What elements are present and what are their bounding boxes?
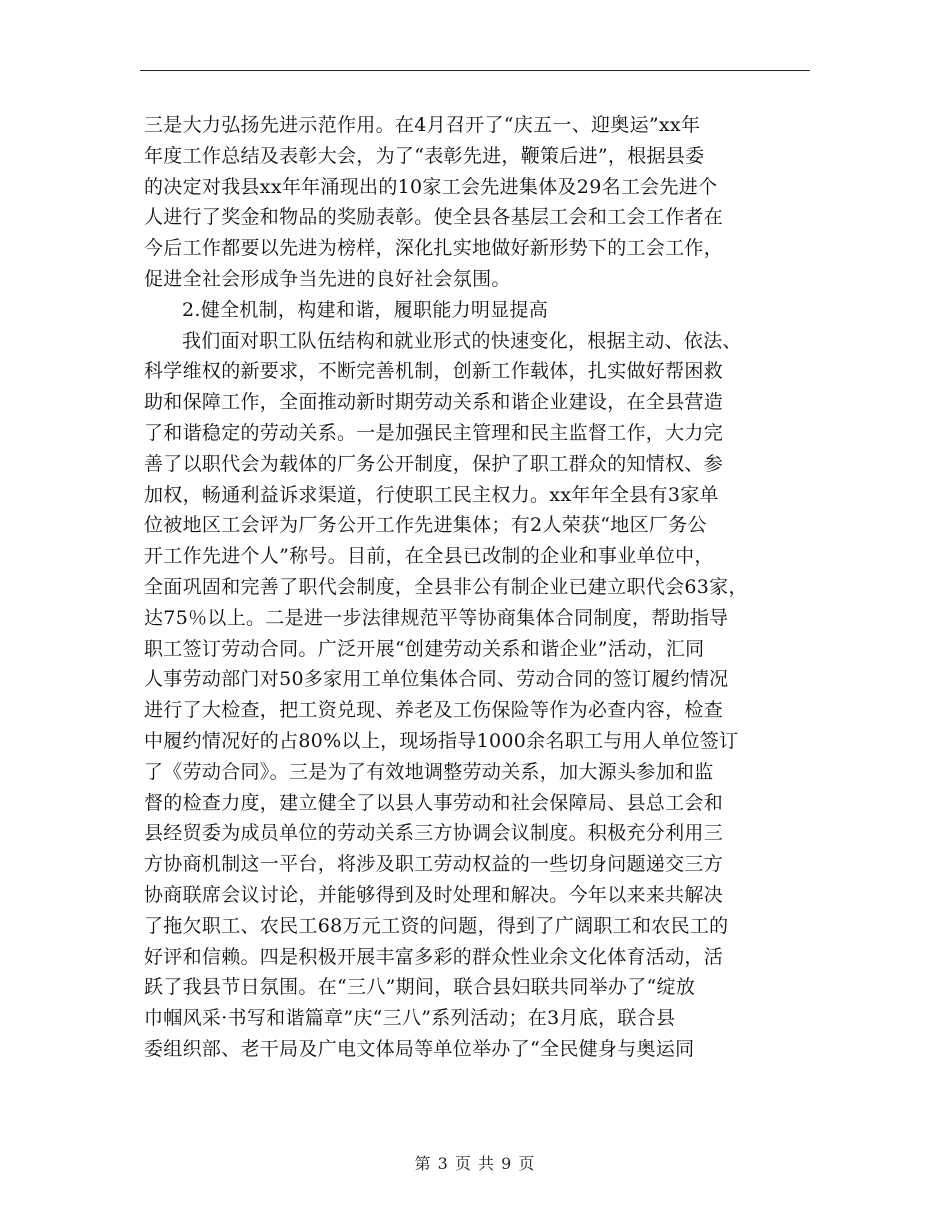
text-line: 人事劳动部门对50多家用工单位集体合同、劳动合同的签订履约情况 bbox=[144, 668, 729, 691]
text-line: 方协商机制这一平台，将涉及职工劳动权益的一些切身问题递交三方 bbox=[144, 853, 724, 876]
text-line: 位被地区工会评为厂务公开工作先进集体；有2人荣获“地区厂务公 bbox=[144, 514, 707, 537]
text-line: 人进行了奖金和物品的奖励表彰。使全县各基层工会和工会工作者在 bbox=[144, 206, 724, 229]
text-line: 年度工作总结及表彰大会，为了“表彰先进，鞭策后进”，根据县委 bbox=[144, 144, 705, 167]
text-line: 督的检查力度，建立健全了以县人事劳动和社会保障局、县总工会和 bbox=[144, 791, 724, 814]
text-line: 中履约情况好的占80%以上，现场指导1000余名职工与用人单位签订 bbox=[144, 729, 739, 752]
body-text bbox=[144, 110, 834, 1065]
text-line: 科学维权的新要求，不断完善机制，创新工作载体，扎实做好帮困救 bbox=[144, 360, 724, 383]
text-line: 县经贸委为成员单位的劳动关系三方协调会议制度。积极充分利用三 bbox=[144, 822, 724, 845]
text-line: 加权，畅通利益诉求渠道，行使职工民主权力。xx年年全县有3家单 bbox=[144, 483, 719, 506]
text-line: 职工签订劳动合同。广泛开展“创建劳动关系和谐企业”活动，汇同 bbox=[144, 637, 705, 660]
text-line: 今后工作都要以先进为榜样，深化扎实地做好新形势下的工会工作， bbox=[144, 237, 724, 260]
text-line: 的决定对我县xx年年涌现出的10家工会先进集体及29名工会先进个 bbox=[144, 175, 718, 198]
text-line: 了《劳动合同》。三是为了有效地调整劳动关系，加大源头参加和监 bbox=[144, 760, 714, 783]
text-line: 三是大力弘扬先进示范作用。在4月召开了“庆五一、迎奥运”xx年 bbox=[144, 114, 701, 136]
text-line: 全面巩固和完善了职代会制度，全县非公有制企业已建立职代会63家， bbox=[144, 575, 748, 598]
text-line: 协商联席会议讨论，并能够得到及时处理和解决。今年以来来共解决 bbox=[144, 883, 724, 906]
page-number-footer: 第 3 页 共 9 页 bbox=[414, 1154, 536, 1173]
text-line: 助和保障工作，全面推动新时期劳动关系和谐企业建设，在全县营造 bbox=[144, 391, 724, 414]
header-rule bbox=[140, 70, 810, 71]
text-line: 跃了我县节日氛围。在“三八”期间，联合县妇联共同举办了“绽放 bbox=[144, 976, 696, 999]
text-line: 开工作先进个人”称号。目前，在全县已改制的企业和事业单位中， bbox=[144, 545, 714, 568]
text-line: 善了以职代会为载体的厂务公开制度，保护了职工群众的知情权、参 bbox=[144, 452, 724, 475]
text-line: 了和谐稳定的劳动关系。一是加强民主管理和民主监督工作，大力完 bbox=[144, 421, 724, 444]
text-line: 促进全社会形成争当先进的良好社会氛围。 bbox=[144, 267, 511, 290]
text-line: 好评和信赖。四是积极开展丰富多彩的群众性业余文化体育活动，活 bbox=[144, 945, 724, 968]
text-line: 巾帼风采·书写和谐篇章”庆“三八”系列活动；在3月底，联合县 bbox=[144, 1007, 676, 1030]
text-line: 委组织部、老干局及广电文体局等单位举办了“全民健身与奥运同 bbox=[144, 1037, 695, 1060]
text-line: 我们面对职工队伍结构和就业形式的快速变化，根据主动、依法、 bbox=[182, 329, 742, 352]
section-heading: 2.健全机制，构建和谐，履职能力明显提高 bbox=[182, 298, 549, 321]
text-line: 进行了大检查，把工资兑现、养老及工伤保险等作为必查内容，检查 bbox=[144, 699, 724, 722]
text-line: 达75％以上。二是进一步法律规范平等协商集体合同制度，帮助指导 bbox=[144, 606, 729, 629]
text-line: 了拖欠职工、农民工68万元工资的问题，得到了广阔职工和农民工的 bbox=[144, 914, 729, 937]
